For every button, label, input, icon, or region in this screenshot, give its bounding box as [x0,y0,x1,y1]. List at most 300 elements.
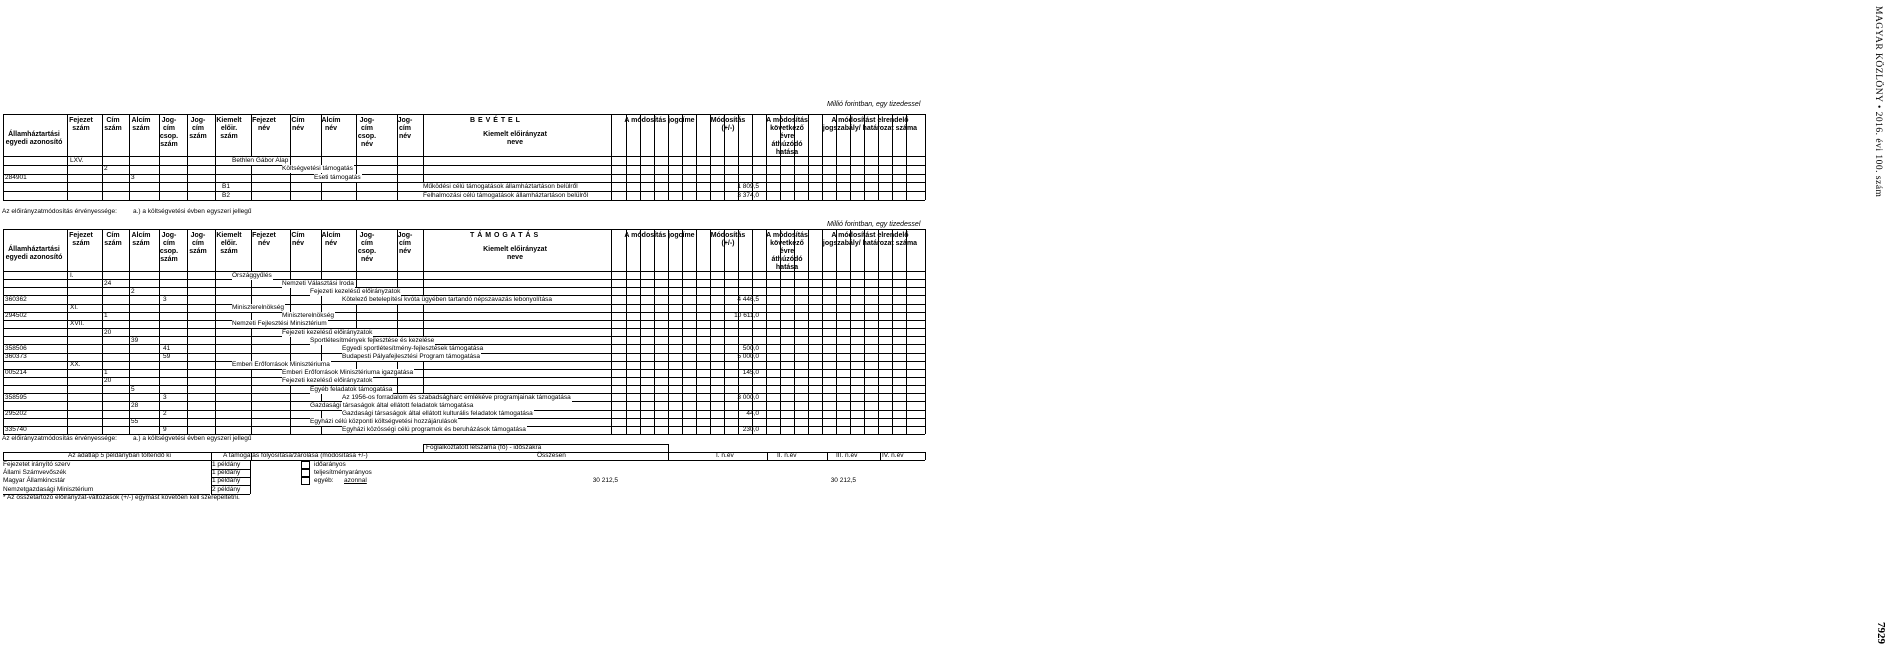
tamogatas-grid-line [925,229,926,434]
tamogatas-amount-cell: 4 446,5 [737,295,759,303]
tamogatas-grid-line [251,229,252,434]
recipient-box-line [211,460,212,494]
tamogatas-elrendelo-header-line: A módosítást elrendelő [831,232,909,239]
bevetel-name-cell: Működési célú támogatások államháztartáson belülről [423,182,578,190]
tamogatas-ahaz-cell: 360362 [5,295,27,303]
bevetel-alcim-nev-header-line: Alcím [321,117,341,124]
footer-col-line [925,452,926,460]
peldany-label: Az adatlap 5 példányban töltendő ki [68,452,171,459]
bevetel-grid-line [925,114,926,200]
tamogatas-jogcim-header-line: cím [191,240,205,247]
bevetel-elrendelo-header [815,117,925,133]
tamogatas-alcim-cell: 28 [131,401,139,409]
tamogatas-kov-ev-header-line: évre [779,248,795,255]
tamogatas-alcim-header-line: szám [132,240,150,247]
bevetel-name-cell: Bethlen Gábor Alap [232,156,289,164]
tamogatas-name-cell: Fejezeti kezelésű előirányzatok [282,328,373,336]
bevetel-kiemelt-neve-line: neve [507,139,523,146]
tamogatas-grid-line [850,229,851,434]
bevetel-grid-line [611,114,612,200]
tamogatas-name-cell: Az 1956-os forradalom és szabadságharc emlékéve programjainak támogatása [342,393,571,401]
tamogatas-jogcsop-nev-header-line: cím [360,240,374,247]
bevetel-alcim-cell: 3 [131,174,135,182]
tamogatas-kov-ev-header-line: következő [770,240,804,247]
tamogatas-modositas-header [700,232,756,248]
tamogatas-cim-cell: 1 [104,312,108,320]
bevetel-grid-line [654,114,655,200]
tamogatas-alcim-header-line: Alcím [131,232,151,239]
bevetel-cim-nev-header-line: Cím [291,117,305,124]
tamogatas-name-cell: Fejezeti kezelésű előirányzatok [310,287,401,295]
tamogatas-fejezet-cell: XVII. [70,320,85,328]
tamogatas-jogcim-nev-header-line: Jog- [397,232,413,239]
tamogatas-jogcim-header [184,232,212,256]
bevetel-grid-line [906,114,907,200]
bevetel-ahaz-header: Államháztartási egyedi azonosító [5,131,63,146]
bevetel-cim-cell: 2 [104,165,108,173]
bevetel-cim-header-line: Cím [106,117,120,124]
tamogatas-grid-line [3,229,4,434]
col-i-nev: I. n.év [716,452,734,459]
bevetel-grid-line [696,114,697,200]
tamogatas-amount-cell: 500,0 [742,344,759,352]
bevetel-header-top-line [3,114,925,115]
tamogatas-kov-ev-header-line: A módosítás [766,232,808,239]
tamogatas-jogcsop-header-line: csop. [159,248,179,255]
tamogatas-cim-nev-header-line: név [291,240,305,247]
tamogatas-top-line [3,271,925,272]
tamogatas-grid-line [836,229,837,434]
bevetel-grid-line [836,114,837,200]
tamogatas-alcim-cell: 55 [131,418,139,426]
tamogatas-modositas-header-line: (+/-) [721,240,735,247]
tamogatas-grid-line [738,229,739,434]
bevetel-fejezet-nev-header [249,117,279,133]
bevetel-jogcim-nev-header [390,117,420,141]
tamogatas-cim-header-line: Cím [106,232,120,239]
bevetel-jogcim-header-line: szám [189,133,207,140]
bevetel-fejezet-nev-header-line: Fejezet [252,117,276,124]
bevetel-jogcim-header [184,117,212,141]
bevetel-modositas-header [700,117,756,133]
bevetel-jogcsop-nev-header-line: Jog- [359,117,375,124]
tamogatas-alcim-cell: 5 [131,385,135,393]
tamogatas-grid-line [67,229,68,434]
bevetel-grid-line [187,114,188,200]
tamogatas-jogcsop-cell: 59 [163,353,171,360]
bevetel-grid-line [808,114,809,200]
tamogatas-grid-line [752,229,753,434]
tamogatas-cim-nev-header-line: Cím [291,232,305,239]
tamogatas-kov-ev-header-line: áthúzódó [771,256,803,263]
tamogatas-fejezet-nev-header [249,232,279,248]
tamogatas-fejezet-nev-header-line: Fejezet [252,232,276,239]
tamogatas-amount-cell: 230,0 [742,426,759,434]
tamogatas-elrendelo-header-line: jogszabály/ határozat száma [822,240,918,247]
tamogatas-jogcsop-header-line: cím [162,240,176,247]
tamogatas-row-line [3,287,925,288]
bevetel-kiemelt-cell: B1 [222,182,230,190]
tamogatas-cim-header-line: szám [104,240,122,247]
tamogatas-name-cell: Egyedi sportlétesítmény-fejlesztések támogatása [342,344,484,352]
bevetel-grid-line [850,114,851,200]
bevetel-kiemelt-neve-header [460,131,570,147]
col-iii-nev: III. n.év [836,452,858,459]
tamogatas-grid-line [864,229,865,434]
tamogatas-row-line [3,312,925,313]
tamogatas-alcim-cell: 2 [131,287,135,295]
bevetel-amount-cell: 1 809,5 [737,182,759,190]
tamogatas-fejezet-header [63,232,99,248]
journal-title: MAGYAR KÖZLÖNY • 2016. évi 100. szám [1873,6,1883,198]
tamogatas-ahaz-cell: 358506 [5,344,27,352]
tamogatas-name-cell: Egyéb feladatok támogatása [310,385,393,393]
tamogatas-fejezet-cell: XI. [70,304,78,312]
tamogatas-grid-line [892,229,893,434]
tamogatas-grid-line [878,229,879,434]
page-number: 7929 [1875,622,1887,644]
bevetel-kiemelt-header-line: Kiemelt [216,117,242,124]
tamogatas-section-title: T Á M O G A T Á S [470,232,539,239]
tamogatas-amount-cell: 44,0 [746,410,759,418]
tamogatas-name-cell: Miniszterelnökség [282,312,335,320]
tamogatas-grid-line [696,229,697,434]
tamogatas-jogcsop-cell: 9 [163,426,167,434]
tamogatas-ahaz-cell: 335740 [5,426,27,434]
checkbox-icon [301,477,310,485]
recipient-name: Nemzetgazdasági Minisztérium [3,485,94,493]
bevetel-modositas-header-line: (+/-) [721,125,735,132]
tamogatas-grid-line [906,229,907,434]
bevetel-grid-line [321,114,322,200]
tamogatas-amount-cell: 145,0 [742,369,759,377]
folyositas-r2: teljesítményarányos [314,469,372,476]
bevetel-jogcsop-header-line: csop. [159,133,179,140]
bevetel-jogcsop-header-line: cím [162,125,176,132]
tamogatas-row-line [3,279,925,280]
bevetel-fejezet-header-line: Fejezet [69,117,93,124]
tamogatas-fejezet-header-line: szám [72,240,90,247]
tamogatas-grid-line [668,229,669,434]
col-ii-nev: II. n.év [777,452,797,459]
bevetel-kov-ev-header-line: áthúzódó [771,141,803,148]
tamogatas-kov-ev-header-line: hatása [775,264,799,271]
tamogatas-grid-line [640,229,641,434]
folyositas-r1: időarányos [314,461,346,468]
bevetel-grid-line [780,114,781,200]
tamogatas-name-cell: Emberi Erőforrások Minisztériuma [232,361,330,369]
tamogatas-kiemelt-header-line: Kiemelt [216,232,242,239]
bevetel-kov-ev-header-line: A módosítás [766,117,808,124]
tamogatas-grid-line [129,229,130,434]
bevetel-kiemelt-header [211,117,247,141]
bevetel-grid-line [3,114,4,200]
bevetel-name-cell: Felhalmozási célú támogatások államháztartáson belülről [423,191,589,199]
recipient-copies: 2 példány [212,485,241,493]
tamogatas-cim-cell: 24 [104,279,112,287]
bevetel-validity-value: a.) a költségvetési évben egyszeri jellegű [133,208,252,215]
tamogatas-grid-line [102,229,103,434]
tamogatas-row-line [3,369,925,370]
tamogatas-jogcim-nev-header [390,232,420,256]
tamogatas-cim-cell: 1 [104,369,108,377]
tamogatas-grid-line [159,229,160,434]
bevetel-row-line [3,174,925,175]
tamogatas-kiemelt-header-line: szám [220,248,238,255]
bevetel-cim-nev-header-line: név [291,125,305,132]
folyositas-label: A támogatás folyósítása/zárolása (módosítása +/-) [223,452,368,459]
tamogatas-name-cell: Gazdasági társaságok által ellátott feladatok támogatása [310,401,474,409]
bevetel-kov-ev-header-line: hatása [775,149,799,156]
footer-note: * Az összetartozó előirányzat-változások (+/-) egymást követően kell szerepeltetni. [3,494,240,501]
recipient-name: Fejezetet irányító szerv [3,461,71,468]
tamogatas-row-line [3,328,925,329]
bevetel-cim-header [99,117,127,133]
bevetel-row-line [3,200,925,201]
tamogatas-jogcim-header-line: Jog- [190,232,206,239]
bevetel-grid-line [892,114,893,200]
tamogatas-jogcsop-cell: 3 [163,393,167,401]
tamogatas-name-cell: Miniszterelnökség [232,304,285,312]
bevetel-fejezet-nev-header-line: név [257,125,271,132]
bevetel-grid-line [159,114,160,200]
unit-label-top: Millió forintban, egy tizedessel [827,101,921,108]
checkbox-icon [301,461,310,469]
tamogatas-name-cell: Kötelező betelepítési kvóta ügyében tartandó népszavazás lebonyolítása [342,295,552,303]
folyositas-r3-label: egyéb: [314,477,334,484]
tamogatas-alcim-header [126,232,156,248]
tamogatas-cim-cell: 20 [104,328,112,336]
tamogatas-amount-cell: 10 611,0 [734,312,759,320]
bevetel-name-cell: Költségvetési támogatás [282,165,353,173]
tamogatas-alcim-cell: 39 [131,336,139,344]
tamogatas-jogcsop-cell: 41 [163,344,171,352]
journal-sidebar [934,0,1887,647]
tamogatas-ahaz-cell: 358595 [5,393,27,401]
footer-line [3,460,925,461]
bevetel-cim-header-line: szám [104,125,122,132]
bevetel-alcim-nev-header-line: név [324,125,338,132]
tamogatas-jogcsop-nev-header-line: csop. [357,248,377,255]
tamogatas-jogcsop-header-line: szám [160,256,178,263]
bevetel-elrendelo-header-line: A módosítást elrendelő [831,117,909,124]
tamogatas-grid-line [682,229,683,434]
tamogatas-jogcsop-nev-header-line: Jog- [359,232,375,239]
tamogatas-alcim-nev-header [315,232,347,248]
bevetel-jogcsop-header-line: Jog- [161,117,177,124]
recipient-name: Magyar Államkincstár [3,477,66,485]
tamogatas-name-cell: Nemzeti Fejlesztési Minisztérium [232,320,327,328]
tamogatas-grid-line [626,229,627,434]
bevetel-jogcime-header: A módosítás jogcíme [624,117,695,124]
unit-label-bottom: Millió forintban, egy tizedessel [827,221,921,228]
tamogatas-name-cell: Egyházi közösségi célú programok és beruházások támogatása [342,426,526,434]
bevetel-grid-line [102,114,103,200]
bevetel-jogcim-nev-header-line: név [398,133,412,140]
tamogatas-grid-line [724,229,725,434]
tamogatas-row-line [3,336,925,337]
bevetel-amount-cell: 3 374,0 [737,191,759,199]
recipient-copies: 1 példány [212,477,241,485]
tamogatas-alcim-nev-header-line: Alcím [321,232,341,239]
tamogatas-kiemelt-neve-line: Kiemelt előirányzat [483,246,547,253]
tamogatas-header-top-line [3,229,925,230]
tamogatas-kiemelt-neve-line: neve [507,254,523,261]
tamogatas-name-cell: Sportlétesítmények fejlesztése és kezelése [310,336,435,344]
tamogatas-kiemelt-header-line: előir. [220,240,238,247]
tamogatas-fejezet-header-line: Fejezet [69,232,93,239]
bevetel-jogcsop-header-line: szám [160,141,178,148]
footer-col-line [211,452,212,460]
bevetel-grid-line [290,114,291,200]
footer-total-iv: 30 212,5 [830,477,856,484]
tamogatas-cim-header [99,232,127,248]
recipient-copies: 1 példány [212,461,241,468]
tamogatas-row-line [3,377,925,378]
tamogatas-ahaz-cell: 360373 [5,353,27,360]
recipient-name: Állami Számvevőszék [3,469,67,477]
tamogatas-jogcime-header: A módosítás jogcíme [624,232,695,239]
footer-col-line [3,452,4,460]
bevetel-name-cell: Eseti támogatás [314,174,361,182]
tamogatas-name-cell: Országgyűlés [232,271,272,279]
tamogatas-grid-line [611,229,612,434]
bevetel-jogcim-nev-header-line: cím [398,125,412,132]
tamogatas-grid-line [780,229,781,434]
footer-col-line [668,452,669,460]
footer-col-line [880,452,881,460]
bevetel-section-title: B E V É T E L [470,117,521,124]
bevetel-kov-ev-header-line: következő [770,125,804,132]
tamogatas-row-line [3,320,925,321]
bevetel-grid-line [682,114,683,200]
footer-line [423,444,424,452]
bevetel-fejezet-header [63,117,99,133]
col-iv-nev: IV. n.év [882,452,904,459]
tamogatas-fejezet-nev-header-line: név [257,240,271,247]
tamogatas-amount-cell: 3 000,0 [737,393,759,401]
tamogatas-jogcim-nev-header-line: cím [398,240,412,247]
tamogatas-cim-cell: 20 [104,377,112,385]
bevetel-grid-line [766,114,767,200]
tamogatas-ahaz-cell: 005214 [5,369,27,377]
bevetel-grid-line [356,114,357,200]
bevetel-kiemelt-neve-line: Kiemelt előirányzat [483,131,547,138]
bevetel-top-line [3,156,925,157]
tamogatas-grid-line [710,229,711,434]
tamogatas-jogcsop-header-line: Jog- [161,232,177,239]
tamogatas-grid-line [766,229,767,434]
tamogatas-row-line [3,385,925,386]
tamogatas-name-cell: Emberi Erőforrások Minisztériuma igazgatása [282,369,414,377]
col-osszesen: Összesen [537,452,566,459]
tamogatas-fejezet-cell: XX. [70,361,81,369]
bevetel-jogcsop-nev-header-line: név [360,141,374,148]
bevetel-kiemelt-header-line: előir. [220,125,238,132]
tamogatas-validity-value: a.) a költségvetési évben egyszeri jellegű [133,435,252,442]
tamogatas-modositas-header-line: Módosítás [710,232,746,239]
footer-col-line [251,452,252,460]
bevetel-grid-line [668,114,669,200]
bevetel-alcim-nev-header [315,117,347,133]
tamogatas-grid-line [187,229,188,434]
bevetel-grid-line [794,114,795,200]
tamogatas-ahaz-cell: 294502 [5,312,27,320]
tamogatas-kiemelt-header [211,232,247,256]
bevetel-kiemelt-cell: B2 [222,191,230,199]
bevetel-fejezet-header-line: szám [72,125,90,132]
tamogatas-grid-line [822,229,823,434]
bevetel-jogcsop-nev-header-line: cím [360,125,374,132]
bevetel-grid-line [129,114,130,200]
bevetel-jogcim-nev-header-line: Jog- [397,117,413,124]
recipient-copies: 1 példány [212,469,241,477]
tamogatas-name-cell: Gazdasági társaságok által ellátott kulturális feladatok támogatása [342,410,533,418]
bevetel-validity-label: Az előirányzatmódosítás érvényessége: [2,208,117,215]
tamogatas-name-cell: Fejezeti kezelésű előirányzatok [282,377,373,385]
tamogatas-name-cell: Nemzeti Választási Iroda [282,279,354,287]
bevetel-alcim-header [126,117,156,133]
tamogatas-grid-line [215,229,216,434]
recipient-box-line [250,460,251,494]
tamogatas-ahaz-cell: 295202 [5,410,27,418]
bevetel-elrendelo-header-line: jogszabály/ határozat száma [822,125,918,132]
tamogatas-grid-line [794,229,795,434]
tamogatas-ahaz-header: Államháztartási egyedi azonosító [5,246,63,261]
tamogatas-name-cell: Egyházi célú központi költségvetési hozzájárulások [310,418,458,426]
tamogatas-alcim-nev-header-line: név [324,240,338,247]
bevetel-ahaz-cell: 284901 [5,174,27,182]
tamogatas-grid-line [654,229,655,434]
footer-total: 30 212,5 [592,477,618,484]
bevetel-grid-line [67,114,68,200]
tamogatas-jogcim-nev-header-line: név [398,248,412,255]
tamogatas-jogcim-header-line: szám [189,248,207,255]
bevetel-jogcim-header-line: cím [191,125,205,132]
footer-col-line [767,452,768,460]
bevetel-cim-nev-header [283,117,313,133]
bevetel-kiemelt-header-line: szám [220,133,238,140]
tamogatas-elrendelo-header [815,232,925,248]
bevetel-alcim-header-line: Alcím [131,117,151,124]
bevetel-kov-ev-header-line: évre [779,133,795,140]
footer-line [668,444,669,452]
tamogatas-amount-cell: 5 000,0 [737,353,759,360]
bevetel-jogcim-header-line: Jog- [190,117,206,124]
bevetel-grid-line [626,114,627,200]
tamogatas-jogcsop-cell: 2 [163,410,167,418]
tamogatas-kiemelt-neve-header [460,246,570,262]
bevetel-grid-line [864,114,865,200]
bevetel-grid-line [878,114,879,200]
tamogatas-name-cell: Budapesti Pályafejlesztési Program támogatása [342,353,481,360]
bevetel-modositas-header-line: Módosítás [710,117,746,124]
tamogatas-validity-label: Az előirányzatmódosítás érvényessége: [2,435,117,442]
folyositas-r3-value: azonnal [344,477,367,484]
tamogatas-fejezet-cell: I. [70,271,74,279]
bevetel-jogcsop-nev-header-line: csop. [357,133,377,140]
footer-col-line [827,452,828,460]
bevetel-row-line [3,165,925,166]
bevetel-grid-line [215,114,216,200]
tamogatas-jogcsop-nev-header-line: név [360,256,374,263]
tamogatas-grid-line [808,229,809,434]
bevetel-fejezet-cell: LXV. [70,156,84,164]
checkbox-icon [301,469,310,477]
bevetel-grid-line [822,114,823,200]
tamogatas-jogcsop-cell: 3 [163,295,167,303]
bevetel-grid-line [640,114,641,200]
